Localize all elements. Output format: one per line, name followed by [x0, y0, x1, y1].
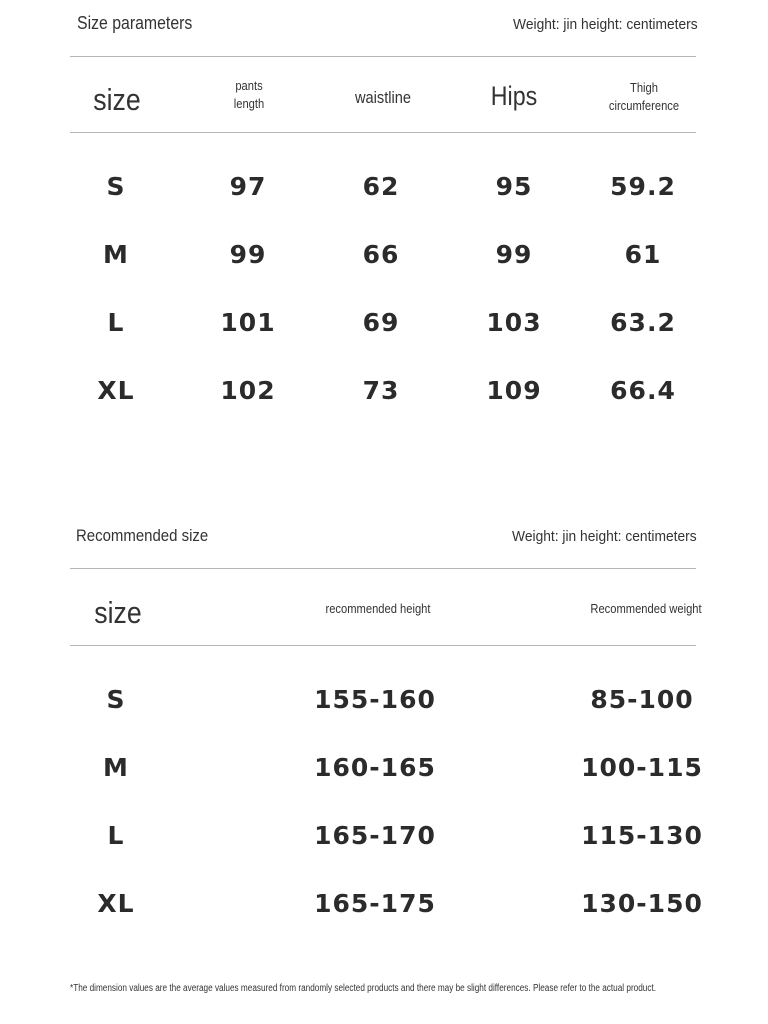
column-header-waistline: waistline: [354, 88, 412, 107]
cell-size: M: [103, 240, 129, 269]
cell-hips: 103: [486, 308, 542, 337]
cell-recommended-height: 160-165: [314, 753, 436, 782]
cell-recommended-height: 155-160: [314, 685, 436, 714]
cell-size: L: [107, 821, 125, 850]
table-header-rule: [70, 645, 696, 646]
size-parameters-units-note: Weight: jin height: centimeters: [513, 16, 698, 33]
recommended-size-units-note: Weight: jin height: centimeters: [512, 528, 697, 545]
cell-recommended-weight: 130-150: [581, 889, 703, 918]
cell-size: L: [107, 308, 125, 337]
cell-pants-length: 99: [229, 240, 267, 269]
cell-pants-length: 101: [220, 308, 276, 337]
column-header-pants-length-line1: pants: [235, 78, 263, 93]
column-header-thigh-circumference: [592, 79, 695, 115]
column-header-size: size: [93, 82, 141, 117]
cell-thigh: 59.2: [610, 172, 676, 201]
column-header-thigh-line1: Thigh: [630, 80, 658, 95]
column-header-pants-length: [206, 77, 292, 113]
column-header-pants-length-line2: length: [233, 96, 265, 111]
cell-size: S: [106, 685, 126, 714]
cell-recommended-height: 165-170: [314, 821, 436, 850]
cell-pants-length: 97: [229, 172, 267, 201]
table-top-rule: [70, 56, 696, 57]
footnote: *The dimension values are the average values measured from randomly selected products and there may be slight differences. Please refer to the actual product.: [70, 983, 657, 994]
cell-size: M: [103, 753, 129, 782]
cell-hips: 109: [486, 376, 542, 405]
cell-size: XL: [97, 889, 135, 918]
cell-waistline: 69: [362, 308, 400, 337]
column-header-recommended-weight: Recommended weight: [590, 601, 702, 616]
column-header-recommended-height: recommended height: [325, 601, 431, 616]
cell-size: S: [106, 172, 126, 201]
cell-hips: 95: [495, 172, 533, 201]
cell-thigh: 61: [624, 240, 662, 269]
cell-pants-length: 102: [220, 376, 276, 405]
cell-recommended-weight: 100-115: [581, 753, 703, 782]
column-header-size: size: [94, 595, 142, 630]
cell-waistline: 62: [362, 172, 400, 201]
cell-recommended-weight: 115-130: [581, 821, 703, 850]
cell-recommended-weight: 85-100: [590, 685, 694, 714]
cell-thigh: 66.4: [610, 376, 676, 405]
recommended-size-title: Recommended size: [76, 526, 209, 545]
column-header-hips: Hips: [490, 81, 538, 111]
cell-waistline: 66: [362, 240, 400, 269]
cell-thigh: 63.2: [610, 308, 676, 337]
cell-size: XL: [97, 376, 135, 405]
table-top-rule: [70, 568, 696, 569]
table-header-rule: [70, 132, 696, 133]
column-header-thigh-line2: circumference: [608, 98, 680, 113]
cell-hips: 99: [495, 240, 533, 269]
cell-recommended-height: 165-175: [314, 889, 436, 918]
size-parameters-title: Size parameters: [77, 13, 193, 33]
cell-waistline: 73: [362, 376, 400, 405]
